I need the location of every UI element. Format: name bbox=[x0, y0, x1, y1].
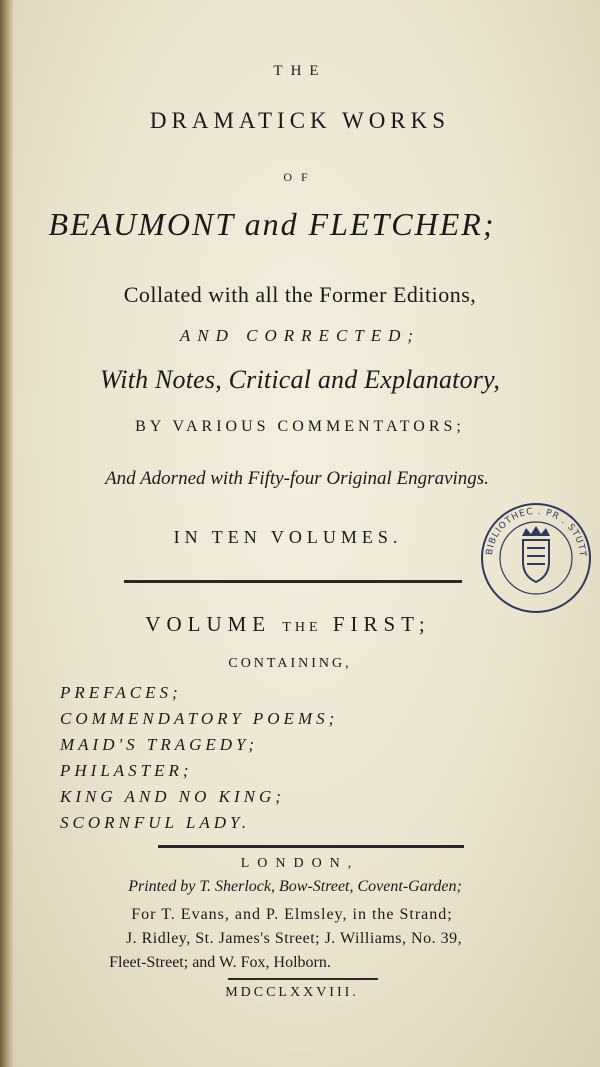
title-of: OF bbox=[283, 170, 317, 184]
subtitle-commentators: BY VARIOUS COMMENTATORS; bbox=[135, 418, 465, 435]
subtitle-notes: With Notes, Critical and Explanatory, bbox=[99, 365, 501, 394]
volume-heading-the: THE bbox=[282, 620, 322, 635]
title-dramatick-works: DRAMATICK WORKS bbox=[149, 108, 451, 133]
imprint-printer: Printed by T. Sherlock, Bow-Street, Covent-Garden; bbox=[128, 878, 462, 895]
imprint-city: LONDON, bbox=[240, 856, 360, 871]
contents-item: PREFACES; bbox=[60, 683, 182, 702]
imprint-booksellers-2: J. Ridley, St. James's Street; J. Williams, No. 39, bbox=[125, 930, 463, 947]
imprint-year: MDCCLXXVIII. bbox=[225, 985, 359, 1000]
title-authors: BEAUMONT and FLETCHER; bbox=[48, 206, 496, 242]
contents-item: KING AND NO KING; bbox=[60, 787, 285, 806]
subtitle-corrected: AND CORRECTED; bbox=[179, 326, 421, 345]
subtitle-collated: Collated with all the Former Editions, bbox=[123, 282, 477, 307]
divider-rule-bottom bbox=[158, 845, 464, 848]
stamp-text: BIBLIOTHEC . PR . STUTT bbox=[485, 506, 588, 558]
divider-rule-top bbox=[124, 580, 462, 583]
title-the: THE bbox=[273, 63, 327, 79]
volume-count: IN TEN VOLUMES. bbox=[173, 527, 403, 547]
contents-item: SCORNFUL LADY. bbox=[60, 813, 251, 832]
volume-heading-first: FIRST; bbox=[332, 612, 431, 636]
volume-heading-word: VOLUME bbox=[145, 612, 272, 636]
imprint-booksellers-3: Fleet-Street; and W. Fox, Holborn. bbox=[109, 954, 331, 971]
subtitle-engravings: And Adorned with Fifty-four Original Engravings. bbox=[105, 468, 489, 489]
contents-item: MAID'S TRAGEDY; bbox=[60, 735, 259, 754]
contents-list bbox=[60, 680, 338, 836]
contents-item: COMMENDATORY POEMS; bbox=[60, 709, 339, 728]
divider-rule-year bbox=[228, 978, 378, 980]
library-stamp-icon bbox=[478, 500, 594, 616]
containing-label: CONTAINING, bbox=[228, 656, 352, 671]
contents-item: PHILASTER; bbox=[60, 761, 193, 780]
imprint-booksellers-1: For T. Evans, and P. Elmsley, in the Strand; bbox=[131, 906, 453, 923]
